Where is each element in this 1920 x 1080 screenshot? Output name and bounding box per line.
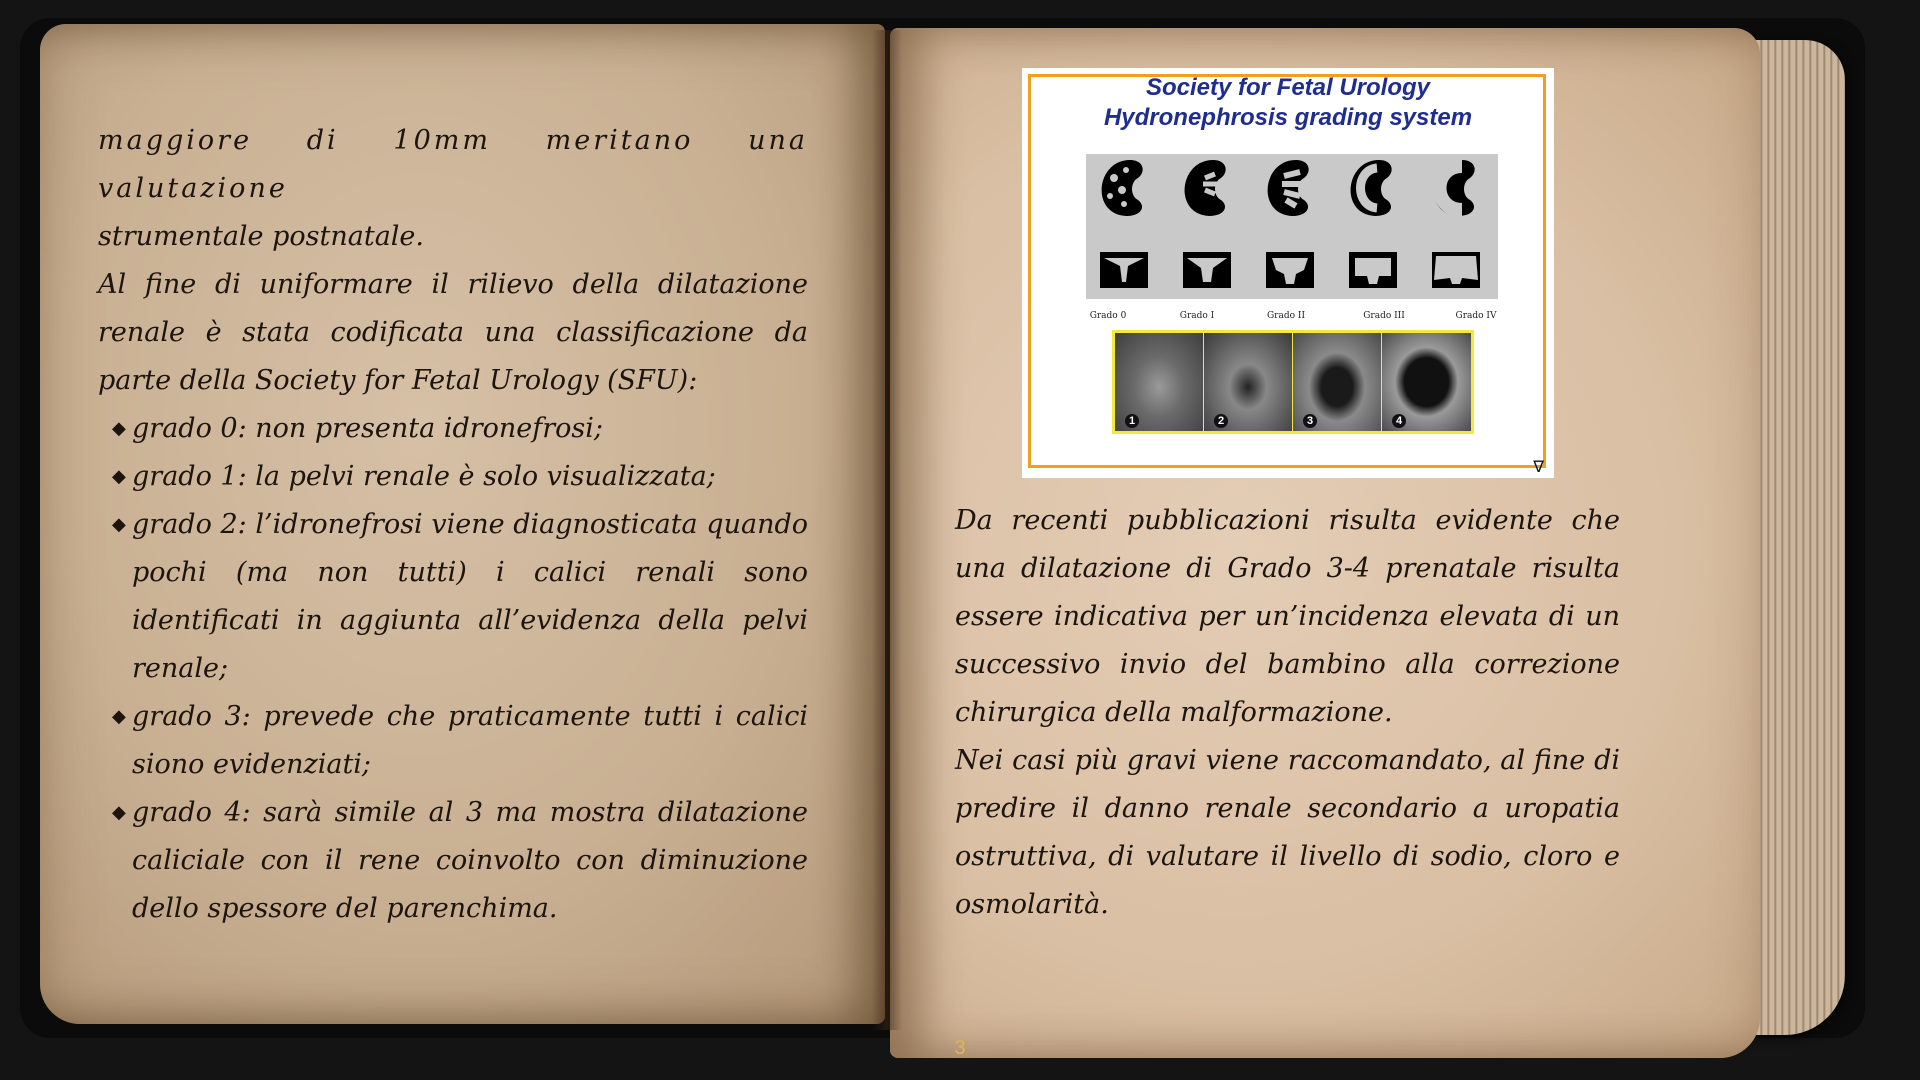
ultrasound-number: 3 [1303,414,1317,428]
grade-list-item [98,693,808,789]
ultrasound-image-strip [1112,330,1474,434]
triangle-down-icon: ∇ [1533,457,1544,476]
kidney-grade-0-icon [1102,160,1143,216]
diamond-bullet-icon: ◆ [112,706,126,727]
grade-list [98,405,808,933]
ultrasound-panel [1204,333,1292,431]
pelvis-grade-2-icon [1266,252,1314,288]
diamond-bullet-icon: ◆ [112,802,126,823]
left-paragraph-3: Al fine di uniformare il rilievo della dilatazione renale è stata codificata una classificazione da parte della Society for Fetal Urology (SFU): [98,269,808,396]
grade-2-text: grado 2: l’idronefrosi viene diagnosticata quando pochi (ma non tutti) i calici renali sono identificati in aggiunta all’evidenza della pelvi renale; [132,509,808,684]
grade-list-item [98,501,808,693]
kidney-grading-diagram [1086,154,1498,299]
left-paragraph-1: maggiore di 10mm meritano una valutazione [98,125,808,204]
sfu-grading-figure [1022,68,1554,478]
ultrasound-panel [1115,333,1203,431]
book-spine [872,30,902,1030]
grade-label: Grado 0 [1089,311,1127,321]
kidney-grade-1-icon [1185,160,1226,216]
grade-3-text: grado 3: prevede che praticamente tutti i calici siono evidenziati; [132,701,808,780]
figure-title-line1: Society for Fetal Urology [1145,74,1431,101]
grade-4-text: grado 4: sarà simile al 3 ma mostra dilatazione caliciale con il rene coinvolto con diminuzione dello spessore del parenchima. [132,797,808,924]
ultrasound-number: 4 [1392,414,1406,428]
pelvis-grade-4-icon [1432,252,1480,288]
kidney-grade-2-icon [1268,160,1309,216]
left-page-text [98,117,808,933]
pelvis-grade-0-icon [1100,252,1148,288]
left-paragraph-2: strumentale postnatale. [98,221,424,252]
right-paragraph-2: Nei casi più gravi viene raccomandato, al fine di predire il danno renale secondario a uropatia ostruttiva, di valutare il livello di sodio, cloro e osmolarità. [955,745,1620,920]
ultrasound-number: 2 [1214,414,1228,428]
grade-labels [1086,311,1498,325]
grade-label: Grado I [1179,311,1215,321]
ultrasound-panel [1293,333,1381,431]
grade-list-item [98,789,808,933]
kidney-grade-3-icon [1351,160,1392,216]
right-paragraph-1: Da recenti pubblicazioni risulta evidente che una dilatazione di Grado 3-4 prenatale risulta essere indicativa per un’incidenza elevata di un successivo invio del bambino alla correzione chirurgica della malformazione. [955,505,1620,728]
grade-list-item [98,453,808,501]
page-number: 3 [954,1037,966,1059]
right-page-text [955,497,1620,929]
grade-label: Grado III [1363,311,1405,321]
grade-label: Grado IV [1455,311,1497,321]
grade-label: Grado II [1266,311,1306,321]
kidney-diagram-svg [1086,154,1498,299]
figure-title-line2: Hydronephrosis grading system [1103,104,1473,131]
grade-1-text: grado 1: la pelvi renale è solo visualizzata; [132,461,716,492]
pelvis-grade-1-icon [1183,252,1231,288]
ultrasound-number: 1 [1125,414,1139,428]
ultrasound-panel [1382,333,1471,431]
diamond-bullet-icon: ◆ [112,514,126,535]
kidney-grade-4-icon [1434,160,1475,216]
grade-list-item [98,405,808,453]
diamond-bullet-icon: ◆ [112,418,126,439]
pelvis-grade-3-icon [1349,252,1397,288]
grade-0-text: grado 0: non presenta idronefrosi; [132,413,603,444]
diamond-bullet-icon: ◆ [112,466,126,487]
